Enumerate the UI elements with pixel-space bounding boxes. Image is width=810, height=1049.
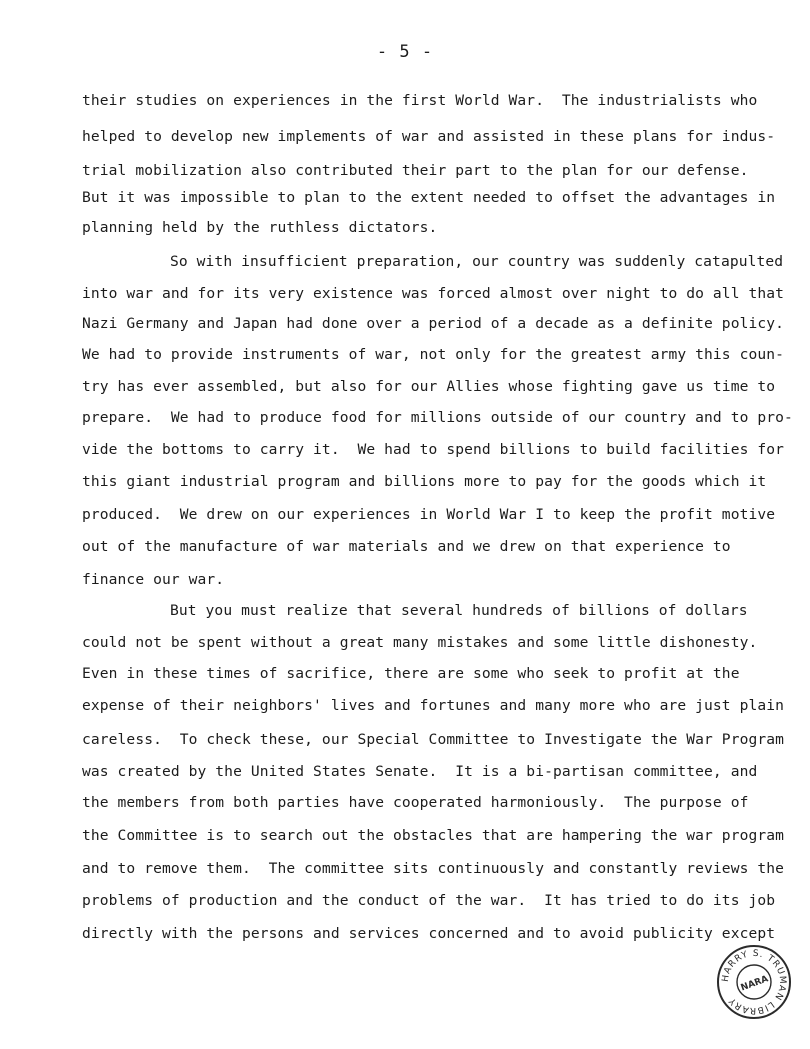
text-line: expense of their neighbors' lives and fortunes and many more who are just plain [82, 697, 785, 714]
text-line: Nazi Germany and Japan had done over a period of a decade as a definite policy. [82, 315, 785, 332]
stamp-arc-text: HARRY S. TRUMAN LIBRARY [720, 948, 788, 1016]
text-line: vide the bottoms to carry it. We had to spend billions to build facilities for [82, 441, 785, 458]
text-line: problems of production and the conduct of the war. It has tried to do its job [82, 892, 776, 909]
paragraph-start-line: But you must realize that several hundreds of billions of dollars [170, 602, 748, 619]
library-stamp-seal [714, 942, 794, 1022]
page-number: - 5 - [376, 42, 434, 62]
text-line: the Committee is to search out the obstacles that are hampering the war program [82, 827, 785, 844]
stamp-center-text: NARA [739, 974, 770, 994]
text-line: this giant industrial program and billions more to pay for the goods which it [82, 473, 767, 490]
text-line: out of the manufacture of war materials and we drew on that experience to [82, 538, 731, 555]
text-line: produced. We drew on our experiences in World War I to keep the profit motive [82, 506, 776, 523]
text-line: the members from both parties have cooperated harmoniously. The purpose of [82, 794, 749, 811]
text-line: finance our war. [82, 571, 225, 588]
text-line: and to remove them. The committee sits continuously and constantly reviews the [82, 860, 785, 877]
text-line: But it was impossible to plan to the extent needed to offset the advantages in [82, 189, 776, 206]
text-line: their studies on experiences in the first World War. The industrialists who [82, 92, 758, 109]
text-line: try has ever assembled, but also for our Allies whose fighting gave us time to [82, 378, 776, 395]
text-line: was created by the United States Senate. It is a bi-partisan committee, and [82, 763, 758, 780]
text-line: directly with the persons and services concerned and to avoid publicity except [82, 925, 776, 942]
text-line: planning held by the ruthless dictators. [82, 219, 438, 236]
text-line: helped to develop new implements of war and assisted in these plans for indus- [82, 128, 776, 145]
text-line: trial mobilization also contributed their part to the plan for our defense. [82, 162, 749, 179]
paragraph-start-line: So with insufficient preparation, our country was suddenly catapulted [170, 253, 784, 270]
text-line: We had to provide instruments of war, not only for the greatest army this coun- [82, 346, 785, 363]
text-line: careless. To check these, our Special Committee to Investigate the War Program [82, 731, 785, 748]
text-line: could not be spent without a great many mistakes and some little dishonesty. [82, 634, 758, 651]
text-line: into war and for its very existence was forced almost over night to do all that [82, 285, 785, 302]
text-line: prepare. We had to produce food for millions outside of our country and to pro- [82, 409, 793, 426]
text-line: Even in these times of sacrifice, there are some who seek to profit at the [82, 665, 740, 682]
